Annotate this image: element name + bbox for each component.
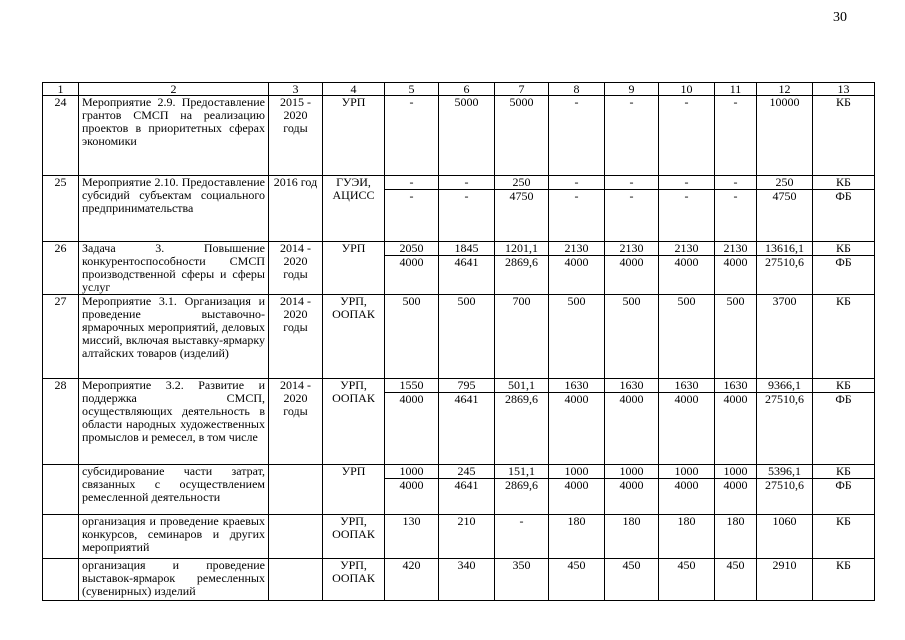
value-cell-y2018 (605, 242, 659, 295)
value-cell-total (757, 295, 813, 379)
executor-cell: УРП, ООПАК (323, 379, 385, 465)
executor-cell: УРП (323, 465, 385, 515)
value-line: 13616,1 (765, 241, 804, 255)
value-line: 2130 (723, 241, 748, 255)
value-cell-y2014 (385, 465, 439, 515)
table-body (43, 83, 875, 601)
table-row (43, 176, 875, 242)
value-line: 4000 (659, 478, 714, 492)
value-line: 4000 (605, 255, 658, 269)
period-cell: 2014 - 2020 годы (269, 379, 323, 465)
value-cell-y2020 (715, 176, 757, 242)
value-cell-y2019 (659, 295, 715, 379)
period-cell: 2014 - 2020 годы (269, 242, 323, 295)
value-line: 2130 (619, 241, 644, 255)
value-cell-y2020 (715, 379, 757, 465)
value-cell-y2016 (495, 465, 549, 515)
value-cell-y2019 (659, 242, 715, 295)
description-cell: организация и проведение краевых конкурсов, семинаров и других мероприятий (79, 515, 269, 559)
value-line: 4000 (715, 255, 756, 269)
period-cell: 2015 - 2020 годы (269, 96, 323, 176)
executor-cell: УРП, ООПАК (323, 515, 385, 559)
value-cell-y2019 (659, 515, 715, 559)
value-line: 1000 (399, 464, 424, 478)
value-cell-y2020 (715, 559, 757, 601)
value-cell-total (757, 379, 813, 465)
value-line: 4000 (659, 255, 714, 269)
value-cell-y2015 (439, 242, 495, 295)
header-cell: 2 (79, 83, 269, 96)
executor-cell: ГУЭИ, АЦИСС (323, 176, 385, 242)
value-line: 500 (567, 294, 586, 308)
value-line: - (549, 189, 604, 203)
value-cell-y2018 (605, 295, 659, 379)
value-cell-source (813, 379, 875, 465)
value-line: 4641 (439, 255, 494, 269)
value-line: ФБ (813, 478, 874, 492)
value-line: 2910 (772, 558, 797, 572)
value-line: 4641 (439, 478, 494, 492)
value-cell-y2018 (605, 515, 659, 559)
value-line: 4000 (549, 478, 604, 492)
value-line: - (409, 175, 414, 189)
header-cell: 8 (549, 83, 605, 96)
value-line: КБ (836, 464, 851, 478)
header-cell: 13 (813, 83, 875, 96)
value-line: 500 (726, 294, 745, 308)
value-line: 2130 (564, 241, 589, 255)
value-line: 5000 (454, 95, 479, 109)
table-row (43, 96, 875, 176)
row-number-cell: 25 (43, 176, 79, 242)
value-cell-y2017 (549, 242, 605, 295)
value-cell-y2019 (659, 559, 715, 601)
value-line: - (629, 175, 634, 189)
value-cell-total (757, 515, 813, 559)
value-line: 180 (677, 514, 696, 528)
value-line: 450 (726, 558, 745, 572)
row-number-cell: 28 (43, 379, 79, 465)
value-cell-y2014 (385, 515, 439, 559)
value-line: 500 (622, 294, 641, 308)
table-row (43, 515, 875, 559)
description-cell: организация и проведение выставок-ярмарок ремесленных (сувенирных) изделий (79, 559, 269, 601)
value-line: КБ (836, 175, 851, 189)
value-cell-total (757, 465, 813, 515)
period-cell (269, 515, 323, 559)
value-cell-y2015 (439, 176, 495, 242)
period-cell (269, 559, 323, 601)
value-line: 1000 (723, 464, 748, 478)
value-line: 180 (567, 514, 586, 528)
value-line: - (684, 175, 689, 189)
value-cell-y2018 (605, 465, 659, 515)
value-line: 2050 (399, 241, 424, 255)
program-table (42, 82, 875, 601)
period-cell: 2014 - 2020 годы (269, 295, 323, 379)
value-line: 130 (402, 514, 421, 528)
value-cell-y2016 (495, 295, 549, 379)
value-line: 151,1 (508, 464, 535, 478)
header-cell: 7 (495, 83, 549, 96)
value-line: - (605, 189, 658, 203)
header-cell: 5 (385, 83, 439, 96)
value-line: - (629, 95, 634, 109)
value-line: 4000 (385, 392, 438, 406)
value-line: 1845 (454, 241, 479, 255)
value-cell-y2017 (549, 176, 605, 242)
value-cell-total (757, 96, 813, 176)
page-number: 30 (833, 10, 847, 25)
row-number-cell (43, 559, 79, 601)
executor-cell: УРП (323, 242, 385, 295)
value-line: ФБ (813, 255, 874, 269)
table-row (43, 295, 875, 379)
value-cell-source (813, 176, 875, 242)
value-cell-y2019 (659, 465, 715, 515)
description-cell: субсидирование части затрат, связанных с осуществлением ремесленной деятельности (79, 465, 269, 515)
value-line: 1000 (619, 464, 644, 478)
table-row (43, 379, 875, 465)
value-line: КБ (836, 378, 851, 392)
value-line: КБ (836, 95, 851, 109)
value-cell-y2017 (549, 295, 605, 379)
value-line: 4000 (385, 255, 438, 269)
header-cell: 1 (43, 83, 79, 96)
value-line: - (659, 189, 714, 203)
value-cell-y2014 (385, 96, 439, 176)
value-line: 2130 (674, 241, 699, 255)
value-line: 500 (402, 294, 421, 308)
value-cell-y2014 (385, 559, 439, 601)
value-cell-y2016 (495, 559, 549, 601)
value-cell-y2019 (659, 176, 715, 242)
value-cell-y2017 (549, 379, 605, 465)
table-row (43, 465, 875, 515)
value-line: КБ (836, 514, 851, 528)
value-cell-y2014 (385, 242, 439, 295)
value-cell-y2019 (659, 379, 715, 465)
value-line: 250 (775, 175, 794, 189)
table-row (43, 242, 875, 295)
header-cell: 12 (757, 83, 813, 96)
value-cell-y2016 (495, 379, 549, 465)
value-cell-y2015 (439, 559, 495, 601)
value-line: 4000 (549, 392, 604, 406)
value-line: 4000 (605, 478, 658, 492)
executor-cell: УРП, ООПАК (323, 559, 385, 601)
value-line: 1630 (674, 378, 699, 392)
value-cell-y2017 (549, 96, 605, 176)
value-cell-source (813, 96, 875, 176)
value-line: 350 (512, 558, 531, 572)
value-line: - (464, 175, 469, 189)
value-line: 700 (512, 294, 531, 308)
row-number-cell (43, 515, 79, 559)
value-line: КБ (836, 241, 851, 255)
description-cell: Мероприятие 3.2. Развитие и поддержка СМСП, осуществляющих деятельность в области народных художественных промыслов и ремесел, в том числе (79, 379, 269, 465)
value-line: 210 (457, 514, 476, 528)
value-cell-total (757, 242, 813, 295)
value-cell-y2017 (549, 465, 605, 515)
value-line: 500 (457, 294, 476, 308)
value-cell-y2016 (495, 96, 549, 176)
value-line: 450 (622, 558, 641, 572)
value-line: - (385, 189, 438, 203)
value-cell-y2016 (495, 242, 549, 295)
description-cell: Мероприятие 2.9. Предоставление грантов СМСП на реализацию проектов в приоритетных сферах экономики (79, 96, 269, 176)
value-line: - (409, 95, 414, 109)
value-line: КБ (836, 294, 851, 308)
value-line: 4641 (439, 392, 494, 406)
value-cell-y2018 (605, 176, 659, 242)
header-row (43, 83, 875, 96)
value-line: 27510,6 (757, 478, 812, 492)
header-cell: 11 (715, 83, 757, 96)
value-cell-y2015 (439, 465, 495, 515)
value-line: 10000 (769, 95, 800, 109)
header-cell: 3 (269, 83, 323, 96)
value-line: 1000 (564, 464, 589, 478)
value-line: 250 (512, 175, 531, 189)
value-line: 27510,6 (757, 392, 812, 406)
value-line: 5000 (509, 95, 534, 109)
value-line: 4000 (605, 392, 658, 406)
header-cell: 9 (605, 83, 659, 96)
value-line: 4000 (715, 392, 756, 406)
value-cell-y2020 (715, 295, 757, 379)
executor-cell: УРП (323, 96, 385, 176)
value-line: 27510,6 (757, 255, 812, 269)
value-line: 1630 (723, 378, 748, 392)
value-line: 4750 (495, 189, 548, 203)
table-row (43, 559, 875, 601)
value-line: 1630 (564, 378, 589, 392)
value-line: 180 (622, 514, 641, 528)
value-line: 4000 (659, 392, 714, 406)
value-line: - (733, 175, 738, 189)
value-cell-y2016 (495, 176, 549, 242)
value-cell-y2017 (549, 515, 605, 559)
value-line: 4000 (715, 478, 756, 492)
period-cell: 2016 год (269, 176, 323, 242)
period-cell (269, 465, 323, 515)
value-line: 340 (457, 558, 476, 572)
value-line: 2869,6 (495, 478, 548, 492)
value-line: 9366,1 (768, 378, 801, 392)
value-cell-y2014 (385, 379, 439, 465)
value-line: 1060 (772, 514, 797, 528)
value-line: 180 (726, 514, 745, 528)
value-cell-source (813, 242, 875, 295)
value-cell-y2020 (715, 242, 757, 295)
value-line: 2869,6 (495, 255, 548, 269)
value-cell-total (757, 559, 813, 601)
value-line: - (519, 514, 524, 528)
value-cell-y2014 (385, 295, 439, 379)
value-line: 500 (677, 294, 696, 308)
value-cell-y2015 (439, 515, 495, 559)
value-line: 4750 (757, 189, 812, 203)
value-line: 1630 (619, 378, 644, 392)
value-cell-source (813, 515, 875, 559)
value-cell-y2018 (605, 379, 659, 465)
value-line: 450 (567, 558, 586, 572)
value-cell-y2020 (715, 515, 757, 559)
value-cell-source (813, 559, 875, 601)
value-line: 450 (677, 558, 696, 572)
value-cell-source (813, 295, 875, 379)
value-line: 1550 (399, 378, 424, 392)
value-cell-y2019 (659, 96, 715, 176)
value-line: 4000 (549, 255, 604, 269)
row-number-cell: 27 (43, 295, 79, 379)
value-cell-source (813, 465, 875, 515)
description-cell: Мероприятие 2.10. Предоставление субсидий субъектам социального предпринимательства (79, 176, 269, 242)
header-cell: 10 (659, 83, 715, 96)
header-cell: 4 (323, 83, 385, 96)
value-line: - (574, 175, 579, 189)
value-cell-total (757, 176, 813, 242)
executor-cell: УРП, ООПАК (323, 295, 385, 379)
value-line: 1000 (674, 464, 699, 478)
value-line: 795 (457, 378, 476, 392)
value-line: - (715, 189, 756, 203)
value-line: - (574, 95, 579, 109)
value-cell-y2015 (439, 96, 495, 176)
value-line: 1201,1 (505, 241, 538, 255)
value-line: 2869,6 (495, 392, 548, 406)
row-number-cell (43, 465, 79, 515)
value-line: КБ (836, 558, 851, 572)
value-line: 5396,1 (768, 464, 801, 478)
value-line: - (439, 189, 494, 203)
value-cell-y2014 (385, 176, 439, 242)
value-cell-y2018 (605, 559, 659, 601)
value-line: 4000 (385, 478, 438, 492)
value-cell-y2018 (605, 96, 659, 176)
value-line: 420 (402, 558, 421, 572)
value-line: 3700 (772, 294, 797, 308)
row-number-cell: 24 (43, 96, 79, 176)
value-cell-y2015 (439, 295, 495, 379)
value-line: - (684, 95, 689, 109)
value-cell-y2015 (439, 379, 495, 465)
value-cell-y2017 (549, 559, 605, 601)
value-line: ФБ (813, 189, 874, 203)
value-cell-y2020 (715, 96, 757, 176)
value-line: 501,1 (508, 378, 535, 392)
value-cell-y2020 (715, 465, 757, 515)
description-cell: Задача 3. Повышение конкурентоспособности СМСП производственной сферы и сферы услуг (79, 242, 269, 295)
row-number-cell: 26 (43, 242, 79, 295)
description-cell: Мероприятие 3.1. Организация и проведение выставочно-ярмарочных мероприятий, деловых миссий, включая выставку-ярмарку алтайских товаров (изделий) (79, 295, 269, 379)
header-cell: 6 (439, 83, 495, 96)
value-line: ФБ (813, 392, 874, 406)
value-line: 245 (457, 464, 476, 478)
value-cell-y2016 (495, 515, 549, 559)
value-line: - (733, 95, 738, 109)
